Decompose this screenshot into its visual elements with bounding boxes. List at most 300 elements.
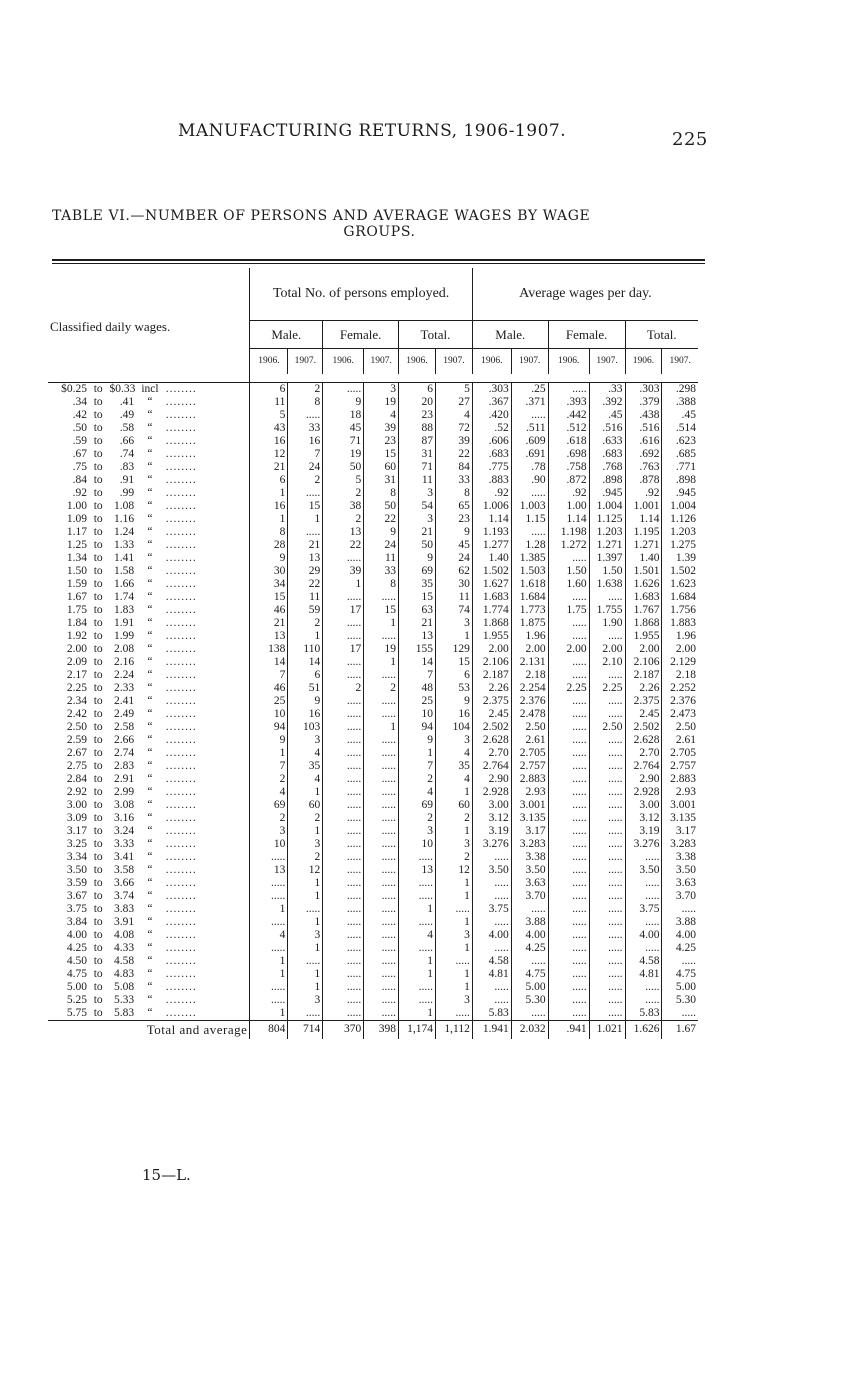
table-row xyxy=(48,630,698,643)
wage-unit: “ xyxy=(147,811,153,824)
value-cell: ..... xyxy=(548,890,589,903)
to-word: to xyxy=(93,642,103,655)
value-cell: ..... xyxy=(364,916,399,929)
value-cell: 1 xyxy=(250,747,288,760)
value-cell: 33 xyxy=(364,565,399,578)
wage-from: 4.50 xyxy=(66,954,87,967)
value-cell: ..... xyxy=(323,955,364,968)
value-cell: ..... xyxy=(511,526,548,539)
value-cell: 10 xyxy=(250,708,288,721)
wage-to: 3.08 xyxy=(114,798,135,811)
wage-from: 1.84 xyxy=(66,616,87,629)
value-cell: 1.90 xyxy=(589,617,625,630)
value-cell: .371 xyxy=(511,396,548,409)
leader-dots: ........ xyxy=(165,616,197,629)
wage-from: 3.00 xyxy=(66,798,87,811)
value-cell: 30 xyxy=(250,565,288,578)
value-cell: ..... xyxy=(323,825,364,838)
year-header: 1906. xyxy=(250,348,288,374)
wage-to: 3.58 xyxy=(114,863,135,876)
value-cell: 1.767 xyxy=(625,604,662,617)
value-cell: 1.14 xyxy=(548,513,589,526)
value-cell: ..... xyxy=(548,669,589,682)
wage-unit: “ xyxy=(147,473,153,486)
to-word: to xyxy=(93,902,103,915)
top-thin-rule xyxy=(52,263,705,264)
value-cell: ..... xyxy=(364,747,399,760)
value-cell: 1 xyxy=(435,942,472,955)
value-cell: 22 xyxy=(364,513,399,526)
value-cell: ..... xyxy=(625,942,662,955)
wage-to: 5.83 xyxy=(114,1006,135,1019)
value-cell: 1 xyxy=(288,942,323,955)
value-cell: 4 xyxy=(435,747,472,760)
leader-dots: ........ xyxy=(165,798,197,811)
value-cell: 1.684 xyxy=(511,591,548,604)
value-cell: 1.385 xyxy=(511,552,548,565)
to-word: to xyxy=(93,928,103,941)
value-cell: 14 xyxy=(250,656,288,669)
value-cell: ..... xyxy=(323,669,364,682)
running-title: MANUFACTURING RETURNS, 1906-1907. xyxy=(178,121,567,141)
value-cell: 1.683 xyxy=(472,591,511,604)
wage-from: 2.42 xyxy=(66,707,87,720)
value-cell: 38 xyxy=(323,500,364,513)
value-cell: ..... xyxy=(589,799,625,812)
value-cell: 25 xyxy=(250,695,288,708)
value-cell: 1.638 xyxy=(589,578,625,591)
table-row xyxy=(48,500,698,513)
value-cell: 2.131 xyxy=(511,656,548,669)
value-cell: 1.502 xyxy=(662,565,698,578)
table-row xyxy=(48,968,698,981)
table-row xyxy=(48,382,698,396)
value-cell: 6 xyxy=(399,382,436,396)
leader-dots: ........ xyxy=(165,694,197,707)
wage-unit: “ xyxy=(147,707,153,720)
value-cell: .618 xyxy=(548,435,589,448)
total-value: 804 xyxy=(250,1020,288,1039)
value-cell: .616 xyxy=(625,435,662,448)
value-cell: 71 xyxy=(399,461,436,474)
value-cell: 13 xyxy=(399,630,436,643)
value-cell: ..... xyxy=(625,981,662,994)
value-cell: 2.93 xyxy=(662,786,698,799)
value-cell: ..... xyxy=(323,890,364,903)
to-word: to xyxy=(93,525,103,538)
wage-unit: “ xyxy=(147,434,153,447)
value-cell: 2.70 xyxy=(625,747,662,760)
value-cell: ..... xyxy=(589,708,625,721)
wage-from: .75 xyxy=(72,460,87,473)
value-cell: 2.90 xyxy=(625,773,662,786)
value-cell: 50 xyxy=(323,461,364,474)
value-cell: ..... xyxy=(589,812,625,825)
value-cell: 25 xyxy=(399,695,436,708)
table-row xyxy=(48,747,698,760)
year-header: 1906. xyxy=(548,348,589,374)
value-cell: 2.187 xyxy=(625,669,662,682)
value-cell: 2.70 xyxy=(472,747,511,760)
value-cell: 10 xyxy=(399,838,436,851)
wage-from: 3.75 xyxy=(66,902,87,915)
value-cell: 3.88 xyxy=(511,916,548,929)
value-cell: .878 xyxy=(625,474,662,487)
table-row xyxy=(48,604,698,617)
value-cell: 3 xyxy=(364,382,399,396)
wage-to: 2.08 xyxy=(114,642,135,655)
wage-to: 2.99 xyxy=(114,785,135,798)
value-cell: 5.00 xyxy=(511,981,548,994)
wage-from: 2.50 xyxy=(66,720,87,733)
value-cell: 23 xyxy=(399,409,436,422)
total-value: 1,112 xyxy=(435,1020,472,1039)
value-cell: ..... xyxy=(364,773,399,786)
wage-to: 2.41 xyxy=(114,694,135,707)
wage-to: 5.08 xyxy=(114,980,135,993)
wage-from: 2.00 xyxy=(66,642,87,655)
value-cell: ..... xyxy=(435,903,472,916)
table-row xyxy=(48,799,698,812)
value-cell: 1.883 xyxy=(662,617,698,630)
value-cell: 4 xyxy=(435,773,472,786)
value-cell: .45 xyxy=(589,409,625,422)
total-value: .941 xyxy=(548,1020,589,1039)
value-cell: ..... xyxy=(548,838,589,851)
leader-dots: ........ xyxy=(165,629,197,642)
table-row xyxy=(48,565,698,578)
value-cell: 1 xyxy=(288,981,323,994)
value-cell: 3.00 xyxy=(472,799,511,812)
value-cell: .25 xyxy=(511,382,548,396)
value-cell: ..... xyxy=(548,799,589,812)
value-cell: 8 xyxy=(364,578,399,591)
wage-from: 2.34 xyxy=(66,694,87,707)
leader-dots: ........ xyxy=(165,551,197,564)
value-cell: .683 xyxy=(472,448,511,461)
value-cell: 2.90 xyxy=(472,773,511,786)
leader-dots: ........ xyxy=(165,525,197,538)
wage-from: 1.25 xyxy=(66,538,87,551)
value-cell: 4 xyxy=(288,773,323,786)
leader-dots: ........ xyxy=(165,915,197,928)
value-cell: 4 xyxy=(250,929,288,942)
value-cell: 3.283 xyxy=(662,838,698,851)
value-cell: ..... xyxy=(472,916,511,929)
value-cell: ..... xyxy=(323,617,364,630)
value-cell: 1.001 xyxy=(625,500,662,513)
wage-unit: “ xyxy=(147,824,153,837)
wage-unit: “ xyxy=(147,564,153,577)
value-cell: 1 xyxy=(288,968,323,981)
table-row xyxy=(48,721,698,734)
value-cell: 1 xyxy=(323,578,364,591)
wage-to: 2.91 xyxy=(114,772,135,785)
value-cell: 94 xyxy=(250,721,288,734)
value-cell: 4 xyxy=(399,929,436,942)
value-cell: 2 xyxy=(323,487,364,500)
total-value: 2.032 xyxy=(511,1020,548,1039)
value-cell: ..... xyxy=(399,942,436,955)
value-cell: ..... xyxy=(589,825,625,838)
value-cell: .698 xyxy=(548,448,589,461)
value-cell: 2 xyxy=(288,382,323,396)
value-cell: 59 xyxy=(288,604,323,617)
to-word: to xyxy=(93,954,103,967)
value-cell: ..... xyxy=(323,929,364,942)
wage-unit: “ xyxy=(147,460,153,473)
value-cell: ..... xyxy=(625,994,662,1007)
value-cell: 4 xyxy=(288,747,323,760)
value-cell: 2.883 xyxy=(662,773,698,786)
wage-unit: “ xyxy=(147,863,153,876)
persons-female-header: Female. xyxy=(323,320,399,348)
value-cell: 21 xyxy=(399,617,436,630)
leader-dots: ........ xyxy=(165,824,197,837)
wage-unit: “ xyxy=(147,928,153,941)
value-cell: 2.106 xyxy=(625,656,662,669)
table-row xyxy=(48,409,698,422)
value-cell: 2.502 xyxy=(472,721,511,734)
leader-dots: ........ xyxy=(165,902,197,915)
value-cell: 69 xyxy=(399,565,436,578)
to-word: to xyxy=(93,707,103,720)
value-cell: 3 xyxy=(288,994,323,1007)
wage-to: 3.33 xyxy=(114,837,135,850)
value-cell: 16 xyxy=(288,708,323,721)
value-cell: 2.375 xyxy=(625,695,662,708)
value-cell: .898 xyxy=(589,474,625,487)
value-cell: 8 xyxy=(364,487,399,500)
table-row xyxy=(48,864,698,877)
value-cell: 1.14 xyxy=(472,513,511,526)
value-cell: 2.00 xyxy=(548,643,589,656)
value-cell: ..... xyxy=(323,786,364,799)
total-value: 714 xyxy=(288,1020,323,1039)
value-cell: ..... xyxy=(548,903,589,916)
table-row xyxy=(48,591,698,604)
value-cell: 1 xyxy=(435,968,472,981)
value-cell: ..... xyxy=(548,916,589,929)
value-cell: 110 xyxy=(288,643,323,656)
wage-to: 2.49 xyxy=(114,707,135,720)
value-cell: 21 xyxy=(250,461,288,474)
wage-unit: “ xyxy=(147,720,153,733)
to-word: to xyxy=(93,629,103,642)
to-word: to xyxy=(93,746,103,759)
wage-unit: “ xyxy=(147,876,153,889)
table-row xyxy=(48,929,698,942)
value-cell: 5 xyxy=(323,474,364,487)
value-cell: 7 xyxy=(250,760,288,773)
value-cell: 2.252 xyxy=(662,682,698,695)
value-cell: 21 xyxy=(250,617,288,630)
value-cell: 1 xyxy=(288,916,323,929)
value-cell: 1 xyxy=(435,890,472,903)
value-cell: 74 xyxy=(435,604,472,617)
value-cell: 15 xyxy=(399,591,436,604)
value-cell: 4.58 xyxy=(625,955,662,968)
value-cell: ..... xyxy=(323,812,364,825)
wage-to: 3.74 xyxy=(114,889,135,902)
wage-from: 2.67 xyxy=(66,746,87,759)
wage-unit: “ xyxy=(147,395,153,408)
leader-dots: ........ xyxy=(165,421,197,434)
value-cell: ..... xyxy=(472,942,511,955)
value-cell: .511 xyxy=(511,422,548,435)
value-cell: .442 xyxy=(548,409,589,422)
to-word: to xyxy=(93,577,103,590)
value-cell: 34 xyxy=(250,578,288,591)
wage-from: 3.34 xyxy=(66,850,87,863)
value-cell: ..... xyxy=(589,942,625,955)
wage-from: 4.25 xyxy=(66,941,87,954)
value-cell: ..... xyxy=(548,1007,589,1021)
page-number: 225 xyxy=(672,129,708,150)
value-cell: ..... xyxy=(399,890,436,903)
value-cell: .92 xyxy=(625,487,662,500)
value-cell: 155 xyxy=(399,643,436,656)
value-cell: ..... xyxy=(472,851,511,864)
value-cell: 2.473 xyxy=(662,708,698,721)
value-cell: 3.17 xyxy=(662,825,698,838)
value-cell: ..... xyxy=(548,786,589,799)
value-cell: 4 xyxy=(435,409,472,422)
value-cell: 3.283 xyxy=(511,838,548,851)
value-cell: 2.45 xyxy=(625,708,662,721)
wage-unit: “ xyxy=(147,967,153,980)
wage-from: 5.00 xyxy=(66,980,87,993)
value-cell: 3.50 xyxy=(625,864,662,877)
wage-to: 2.83 xyxy=(114,759,135,772)
value-cell: .633 xyxy=(589,435,625,448)
value-cell: .438 xyxy=(625,409,662,422)
wage-from: 2.09 xyxy=(66,655,87,668)
to-word: to xyxy=(93,408,103,421)
wage-unit: incl xyxy=(141,382,159,395)
wage-to: .58 xyxy=(119,421,135,434)
value-cell: ..... xyxy=(250,851,288,864)
value-cell: ..... xyxy=(323,994,364,1007)
leader-dots: ........ xyxy=(165,564,197,577)
value-cell: 1.955 xyxy=(472,630,511,643)
value-cell: ..... xyxy=(364,812,399,825)
value-cell: 2.928 xyxy=(625,786,662,799)
to-word: to xyxy=(93,590,103,603)
table-row xyxy=(48,981,698,994)
wage-from: 1.75 xyxy=(66,603,87,616)
table-row xyxy=(48,734,698,747)
value-cell: ..... xyxy=(472,877,511,890)
value-cell: .33 xyxy=(589,382,625,396)
value-cell: 31 xyxy=(399,448,436,461)
table-row xyxy=(48,760,698,773)
value-cell: 2.18 xyxy=(662,669,698,682)
wage-unit: “ xyxy=(147,785,153,798)
value-cell: ..... xyxy=(399,851,436,864)
value-cell: ..... xyxy=(511,409,548,422)
value-cell: .90 xyxy=(511,474,548,487)
value-cell: 1.40 xyxy=(472,552,511,565)
wage-to: 1.83 xyxy=(114,603,135,616)
value-cell: 1.868 xyxy=(472,617,511,630)
value-cell: 2.00 xyxy=(589,643,625,656)
total-label: Total and average xyxy=(48,1020,250,1039)
value-cell: 2 xyxy=(399,812,436,825)
leader-dots: ........ xyxy=(165,993,197,1006)
value-cell: 63 xyxy=(399,604,436,617)
value-cell: 4.58 xyxy=(472,955,511,968)
value-cell: ..... xyxy=(288,487,323,500)
value-cell: ..... xyxy=(364,786,399,799)
year-header: 1906. xyxy=(399,348,436,374)
wage-from: 1.67 xyxy=(66,590,87,603)
value-cell: 11 xyxy=(250,396,288,409)
wage-from: 3.84 xyxy=(66,915,87,928)
value-cell: .420 xyxy=(472,409,511,422)
value-cell: 1.277 xyxy=(472,539,511,552)
value-cell: .692 xyxy=(625,448,662,461)
wage-unit: “ xyxy=(147,993,153,1006)
value-cell: 2.00 xyxy=(662,643,698,656)
value-cell: 3.12 xyxy=(625,812,662,825)
leader-dots: ........ xyxy=(165,655,197,668)
value-cell: 1 xyxy=(435,916,472,929)
value-cell: 9 xyxy=(323,396,364,409)
value-cell: 9 xyxy=(435,695,472,708)
value-cell: 4 xyxy=(250,786,288,799)
value-cell: ..... xyxy=(323,799,364,812)
footer-signature: 15—L. xyxy=(142,1166,191,1184)
value-cell: ..... xyxy=(548,747,589,760)
wage-from: 1.17 xyxy=(66,525,87,538)
value-cell: 1 xyxy=(364,721,399,734)
value-cell: 1 xyxy=(399,955,436,968)
leader-dots: ........ xyxy=(165,759,197,772)
value-cell: 3 xyxy=(435,994,472,1007)
value-cell: 2.757 xyxy=(662,760,698,773)
leader-dots: ........ xyxy=(165,850,197,863)
value-cell: ..... xyxy=(364,1007,399,1021)
value-cell: .945 xyxy=(589,487,625,500)
value-cell: 2.00 xyxy=(472,643,511,656)
value-cell: .392 xyxy=(589,396,625,409)
year-header: 1907. xyxy=(364,348,399,374)
value-cell: 1.773 xyxy=(511,604,548,617)
wages-female-header: Female. xyxy=(548,320,625,348)
wage-unit: “ xyxy=(147,577,153,590)
value-cell: 3.50 xyxy=(662,864,698,877)
value-cell: ..... xyxy=(625,916,662,929)
value-cell: ..... xyxy=(548,864,589,877)
wage-unit: “ xyxy=(147,538,153,551)
value-cell: 3.19 xyxy=(625,825,662,838)
value-cell: ..... xyxy=(589,747,625,760)
value-cell: 72 xyxy=(435,422,472,435)
value-cell: 2 xyxy=(435,851,472,864)
value-cell: ..... xyxy=(323,721,364,734)
year-header: 1907. xyxy=(288,348,323,374)
value-cell: 7 xyxy=(250,669,288,682)
value-cell: 2.26 xyxy=(472,682,511,695)
value-cell: ..... xyxy=(589,734,625,747)
value-cell: .45 xyxy=(662,409,698,422)
value-cell: ..... xyxy=(364,955,399,968)
value-cell: 5.00 xyxy=(662,981,698,994)
wage-to: 2.16 xyxy=(114,655,135,668)
value-cell: ..... xyxy=(364,968,399,981)
value-cell: 46 xyxy=(250,604,288,617)
